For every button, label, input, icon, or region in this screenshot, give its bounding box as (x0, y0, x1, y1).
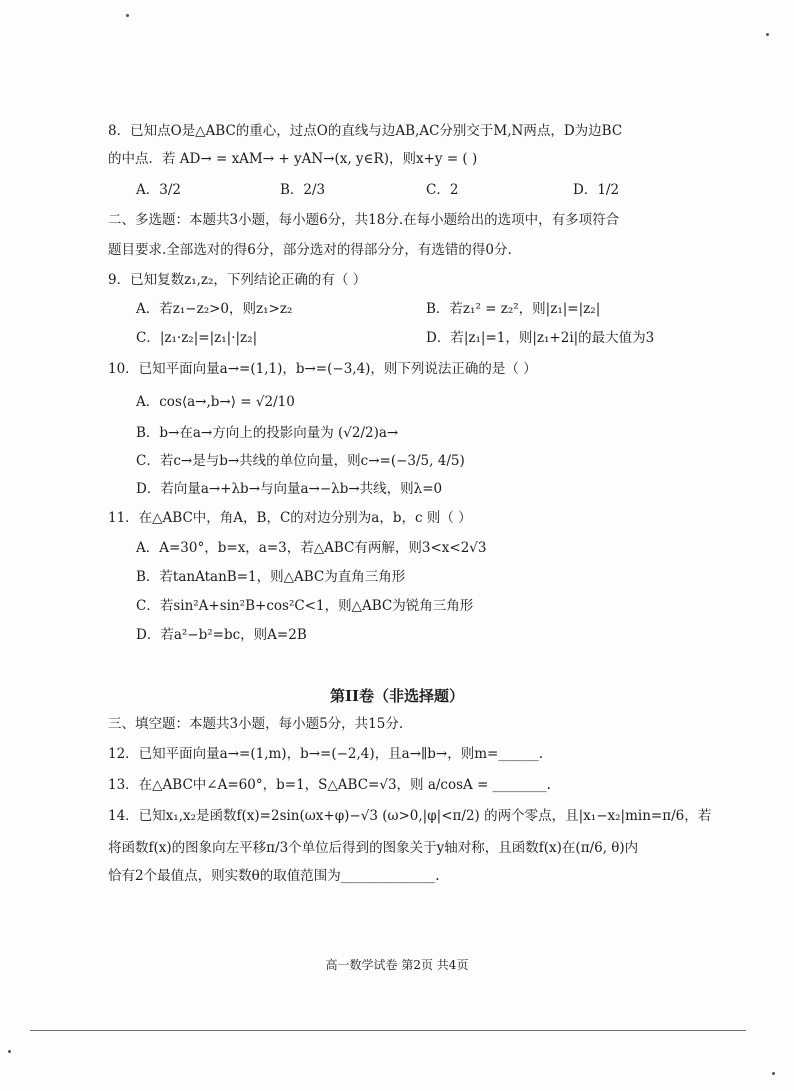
scan-speck (772, 1072, 775, 1075)
q11-option-a: A．A=30°，b=x，a=3，若△ABC有两解，则3<x<2√3 (136, 540, 487, 556)
q13: 13．在△ABC中∠A=60°，b=1，S△ABC=√3，则 a/cosA = ________. (108, 777, 551, 793)
q9-stem: 9．已知复数z₁,z₂，下列结论正确的有（ ） (108, 272, 367, 288)
q10-stem: 10．已知平面向量a→=(1,1)，b→=(−3,4)，则下列说法正确的是（ ） (108, 361, 537, 377)
q14-line3: 恰有2个最值点，则实数θ的取值范围为______________. (108, 868, 440, 884)
q9-option-c: C．|z₁·z₂|=|z₁|·|z₂| (136, 330, 258, 346)
scan-speck (8, 1050, 11, 1053)
q11-option-c: C．若sin²A+sin²B+cos²C<1，则△ABC为锐角三角形 (136, 598, 474, 614)
q12: 12．已知平面向量a→=(1,m)，b→=(−2,4)，且a→∥b→，则m=______. (108, 746, 544, 762)
bottom-rule (30, 1030, 746, 1031)
q11-stem: 11．在△ABC中，角A，B，C的对边分别为a，b，c 则（ ） (108, 510, 472, 526)
section3-heading: 三、填空题：本题共3小题，每小题5分，共15分. (108, 716, 404, 732)
section2-line2: 题目要求.全部选对的得6分，部分选对的得部分分，有选错的得0分. (108, 242, 512, 258)
q10-option-d: D．若向量a→+λb→与向量a→−λb→共线，则λ=0 (136, 481, 443, 497)
q11-option-d: D．若a²−b²=bc，则A=2B (136, 627, 307, 643)
q14-line2: 将函数f(x)的图象向左平移π/3个单位后得到的图象关于y轴对称，且函数f(x)在(π/6, θ)内 (108, 840, 639, 856)
q8-line1: 8．已知点O是△ABC的重心，过点O的直线与边AB,AC分别交于M,N两点，D为边BC (108, 123, 623, 139)
q8-line2: 的中点．若 AD→ = xAM→ + yAN→(x, y∈R)，则x+y = ( ) (108, 151, 478, 167)
q14-line1: 14．已知x₁,x₂是函数f(x)=2sin(ωx+φ)−√3 (ω>0,|φ|<π/2) 的两个零点，且|x₁−x₂|min=π/6，若 (108, 808, 712, 824)
scan-speck (126, 14, 129, 17)
scan-speck (766, 33, 769, 36)
q8-option-c: C．2 (426, 182, 459, 198)
q10-option-a: A．cos⟨a→,b→⟩ = √2/10 (136, 394, 295, 410)
q8-option-a: A．3/2 (136, 182, 181, 198)
section2-line1: 二、多选题：本题共3小题，每小题6分，共18分.在每小题给出的选项中，有多项符合 (108, 212, 620, 228)
q11-option-b: B．若tanAtanB=1，则△ABC为直角三角形 (136, 569, 406, 585)
q10-option-b: B．b→在a→方向上的投影向量为 (√2/2)a→ (136, 425, 399, 441)
q8-option-d: D．1/2 (573, 182, 620, 198)
part2-title: 第II卷（非选择题） (329, 687, 465, 705)
q9-option-b: B．若z₁² = z₂²，则|z₁|=|z₂| (426, 301, 601, 317)
q9-option-a: A．若z₁−z₂>0，则z₁>z₂ (136, 301, 293, 317)
q10-option-c: C．若c→是与b→共线的单位向量，则c→=(−3/5, 4/5) (136, 453, 465, 469)
q9-option-d: D．若|z₁|=1，则|z₁+2i|的最大值为3 (426, 330, 655, 346)
page-footer: 高一数学试卷 第2页 共4页 (325, 958, 469, 972)
q8-option-b: B．2/3 (280, 182, 326, 198)
